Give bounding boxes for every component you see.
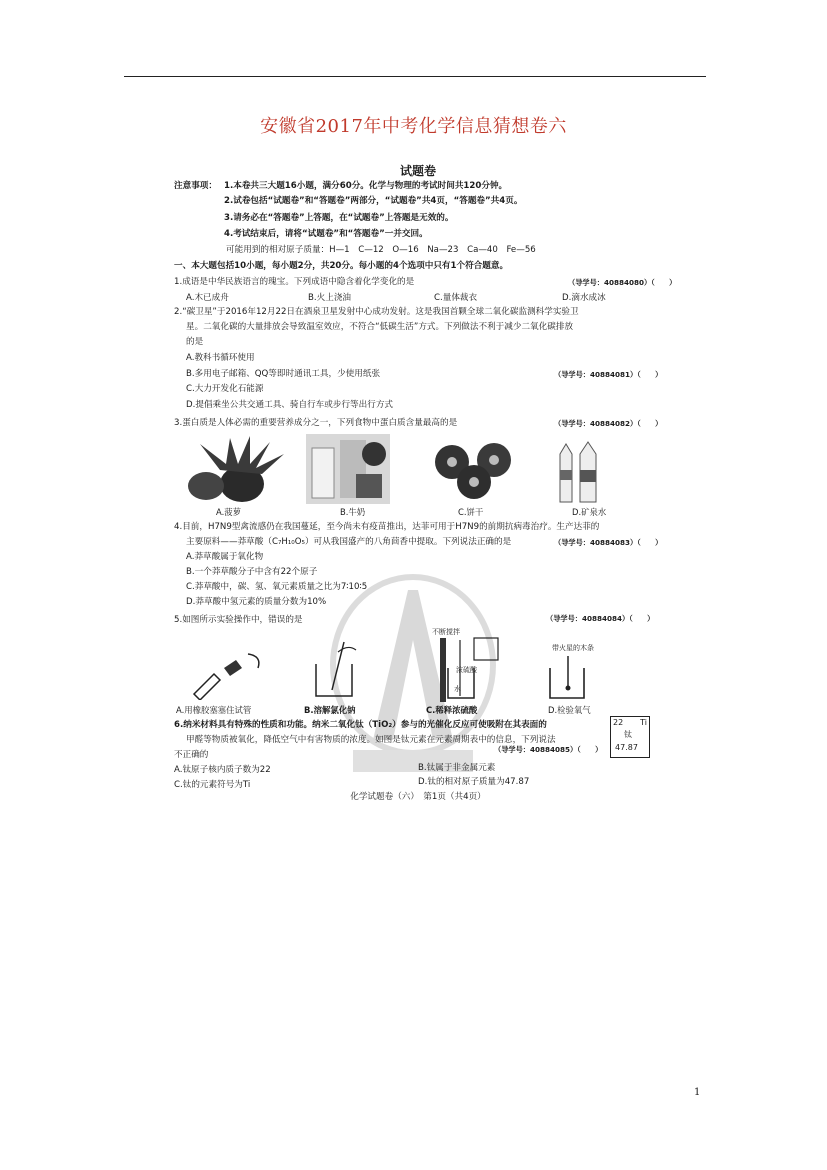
page-number: 1	[694, 1087, 701, 1098]
atomic-number: 22	[613, 718, 624, 727]
note-line: 1.本卷共三大题16小题，满分60分。化学与物理的考试时间共120分钟。	[224, 181, 508, 191]
question-stem: 1.成语是中华民族语言的瑰宝。下列成语中隐含着化学变化的是	[174, 277, 415, 287]
option: B.多用电子邮箱、QQ等即时通讯工具，少使用纸张	[186, 369, 381, 379]
document-title: 安徽省2017年中考化学信息猜想卷六	[260, 116, 567, 137]
page-footer: 化学试题卷（六） 第1页（共4页）	[350, 792, 486, 802]
option: A.莽草酸属于氧化物	[186, 552, 264, 562]
scanned-exam-page	[168, 150, 677, 814]
mineral-water-image	[552, 440, 608, 504]
note-line: 4.考试结束后，请将“试题卷”和“答题卷”一并交回。	[224, 229, 428, 239]
question-line: 6.纳米材料具有特殊的性质和功能。纳米二氧化钛（TiO₂）参与的光催化反应可使吸附在其表面的	[174, 720, 547, 730]
element-symbol: Ti	[640, 718, 647, 727]
question-line: 的是	[186, 337, 204, 347]
titanium-element-card	[610, 716, 650, 758]
dilution-diagram	[430, 636, 506, 702]
option: A.菠萝	[216, 507, 241, 517]
question-line: 星。二氧化碳的大量排放会导致温室效应，不符合“低碳生活”方式。下列做法不利于减少二氧化碳排放	[186, 322, 574, 332]
option: C.饼干	[458, 507, 484, 517]
option: B.一个莽草酸分子中含有22个原子	[186, 567, 318, 577]
diagram-label: 水	[454, 685, 461, 693]
guide-number: （导学号：40884080）（ ）	[568, 278, 677, 287]
question-stem: 3.蛋白质是人体必需的重要营养成分之一，下列食物中蛋白质含量最高的是	[174, 418, 458, 428]
note-line: 3.请务必在“答题卷”上答题，在“试题卷”上答题是无效的。	[224, 213, 454, 223]
option: B.牛奶	[340, 507, 366, 517]
question-line: 主要原料——莽草酸（C₇H₁₀O₅）可从我国盛产的八角茴香中提取。下列说法正确的是	[186, 537, 512, 547]
atomic-masses: 可能用到的相对原子质量：H—1 C—12 O—16 Na—23 Ca—40 Fe—56	[226, 245, 536, 255]
option: D.检验氧气	[548, 705, 591, 715]
option: C.稀释浓硫酸	[426, 705, 478, 715]
pineapple-image	[180, 434, 288, 504]
option: D.莽草酸中氢元素的质量分数为10%	[186, 597, 327, 607]
header-rule	[124, 76, 706, 77]
guide-number: （导学号：40884082）（ ）	[554, 419, 663, 428]
option: D.提倡乘坐公共交通工具、骑自行车或步行等出行方式	[186, 400, 394, 410]
option: A.钛原子核内质子数为22	[174, 765, 271, 775]
question-line: 2.“碳卫星”于2016年12月22日在酒泉卫星发射中心成功发射。这是我国首颗全球二氧化碳监测科学实验卫	[174, 307, 579, 317]
section-heading: 一、本大题包括10小题，每小题2分，共20分。每小题的4个选项中只有1个符合题意。	[174, 261, 509, 271]
question-line: 4.目前，H7N9型禽流感仍在我国蔓延，至今尚未有疫苗推出，达菲可用于H7N9的前期抗病毒治疗。生产达菲的	[174, 522, 600, 532]
option: A.木已成舟	[186, 293, 229, 303]
option: B.溶解氯化钠	[304, 705, 356, 715]
diagram-label: 不断搅拌	[432, 628, 460, 636]
oxygen-test-diagram	[544, 654, 604, 700]
option: D.钛的相对原子质量为47.87	[418, 777, 530, 787]
question-line: 甲醛等物质被氧化，降低空气中有害物质的浓度。如图是钛元素在元素周期表中的信息，下列说法	[186, 735, 556, 745]
option: D.滴水成冰	[562, 293, 606, 303]
atomic-mass: 47.87	[615, 743, 638, 752]
option: B.火上浇油	[308, 293, 352, 303]
milk-image	[306, 434, 390, 504]
option: A.用橡胶塞塞住试管	[176, 705, 252, 715]
dissolving-beaker-diagram	[308, 640, 378, 700]
diagram-label: 浓硫酸	[456, 666, 477, 674]
element-name: 钛	[624, 730, 632, 739]
diagram-label: 带火星的木条	[552, 644, 594, 652]
option: C.大力开发化石能源	[186, 384, 264, 394]
option: C.钛的元素符号为Ti	[174, 780, 251, 790]
biscuit-image	[430, 442, 520, 500]
question-line: 不正确的	[174, 750, 209, 760]
guide-number: （导学号：40884084）（ ）	[546, 614, 655, 623]
option: D.矿泉水	[572, 507, 607, 517]
guide-number: （导学号：40884085）（ ）	[494, 745, 603, 754]
guide-number: （导学号：40884081）（ ）	[554, 370, 663, 379]
guide-number: （导学号：40884083）（ ）	[554, 538, 663, 547]
exam-title: 试题卷	[399, 164, 436, 178]
notes-label: 注意事项：	[174, 181, 217, 191]
note-line: 2.试卷包括“试题卷”和“答题卷”两部分，“试题卷”共4页，“答题卷”共4页。	[224, 196, 523, 206]
option: C.莽草酸中，碳、氢、氧元素质量之比为7∶10∶5	[186, 582, 368, 592]
option: B.钛属于非金属元素	[418, 763, 496, 773]
test-tube-stopper-diagram	[188, 650, 268, 700]
option: A.教科书循环使用	[186, 353, 255, 363]
option: C.量体裁衣	[434, 293, 478, 303]
question-stem: 5.如图所示实验操作中，错误的是	[174, 615, 303, 625]
